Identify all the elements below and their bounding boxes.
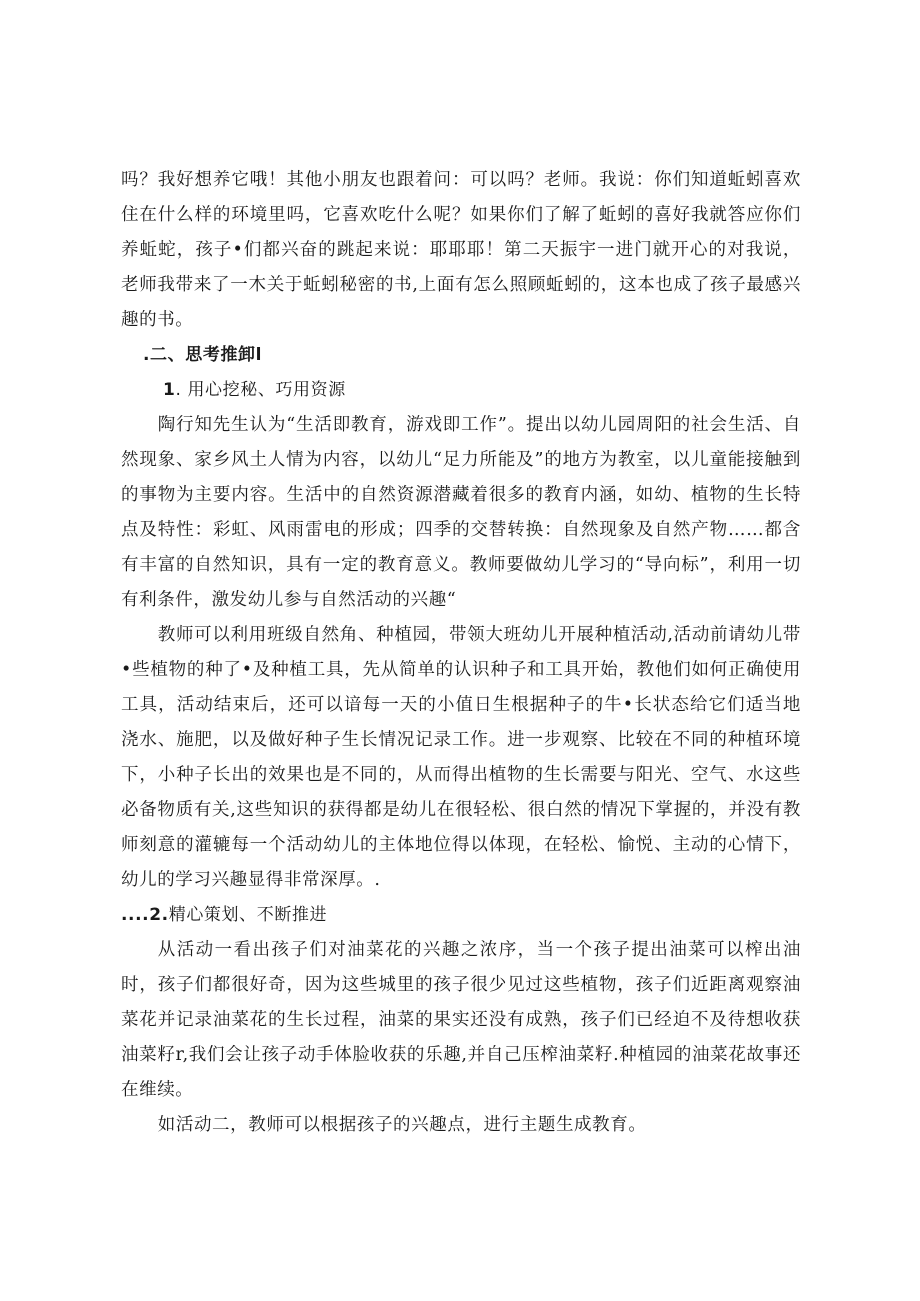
paragraph-teacher-planting: 教师可以利用班级自然角、种植园，带领大班幼儿开展种植活动,活动前请幼儿带•些植物的种了•及种植工具，先从简单的认识种子和工具开始，教他们如何正确使用工具，活动结束后，还可以谙每一天的小值日生根据种子的牛•长状态给它们适当地浇水、施肥，以及做好种子生长情况记录工作。进一步观察、比较在不同的种植环境下，小种子长出的效果也是不同的，从而得出植物的生长需要与阳光、空气、水这些必备物质有关,这些知识的获得都是幼儿在很轻松、很白然的情况下掌握的，并没有教师刻意的灌辘每一个活动幼儿的主体地位得以体现，在轻松、愉悦、主动的心情下，幼儿的学习兴趣显得非常深厚。. xyxy=(121,625,801,890)
subheading-1-number: 1 xyxy=(163,380,176,400)
paragraph-activity-two: 如活动二，教师可以根据孩子的兴趣点，进行主题生成教育。 xyxy=(157,1115,647,1135)
subheading-1 xyxy=(121,373,801,408)
intro-paragraph: 吗？我好想养它哦！其他小朋友也跟着问：可以吗？老师。我说：你们知道蚯蚓喜欢住在什么样的环境里吗，它喜欢吃什么呢？如果你们了解了蚯蚓的喜好我就答应你们养蚯蛇，孩子•们都兴奋的跳起来说：耶耶耶！第二天振宇一进门就开心的对我说，老师我带来了一木关于蚯蚓秘密的书,上面有怎么照顾蚯蚓的，这本也成了孩子最感兴趣的书。 xyxy=(121,170,801,330)
subheading-2-text: 精心策划、不断推进 xyxy=(168,905,328,925)
paragraph-activity-one: 从活动一看出孩子们对油菜花的兴趣之浓序，当一个孩子提出油菜可以榨出油时，孩子们都很好奇，因为这些城里的孩子很少见过这些植物，孩子们近距离观察油菜花并记录油菜花的生长过程，油菜的果实还没有成熟，孩子们已经迫不及待想收获油菜籽r,我们会让孩子动手体脸收获的乐趣,并自己压榨油菜籽.种植园的油菜花故事还在维续。 xyxy=(121,940,801,1100)
subheading-2 xyxy=(121,898,801,933)
subheading-1-text: . 用心挖秘、巧用资源 xyxy=(175,380,346,400)
subheading-2-number: ....2. xyxy=(121,905,169,925)
document-body xyxy=(121,163,801,1143)
paragraph-tao-xingzhi: 陶行知先生认为“生活即教育，游戏即工作”。提出以幼儿园周阳的社会生活、自然现象、家乡风土人情为内容，以幼儿“足力所能及”的地方为教室，以儿童能接触到的事物为主要内容。生活中的自然资源潜藏着很多的教育内涵，如幼、植物的生长特点及特性：彩虹、风雨雷电的形成；四季的交替转换：自然现象及自然产物……都含有丰富的自然知识，具有一定的教育意义。教师要做幼儿学习的“导向标”，利用一切有利条件，激发幼儿参与自然活动的兴趣“ xyxy=(121,415,801,610)
section-heading-thinking: .二、思考推卸l xyxy=(143,345,263,365)
